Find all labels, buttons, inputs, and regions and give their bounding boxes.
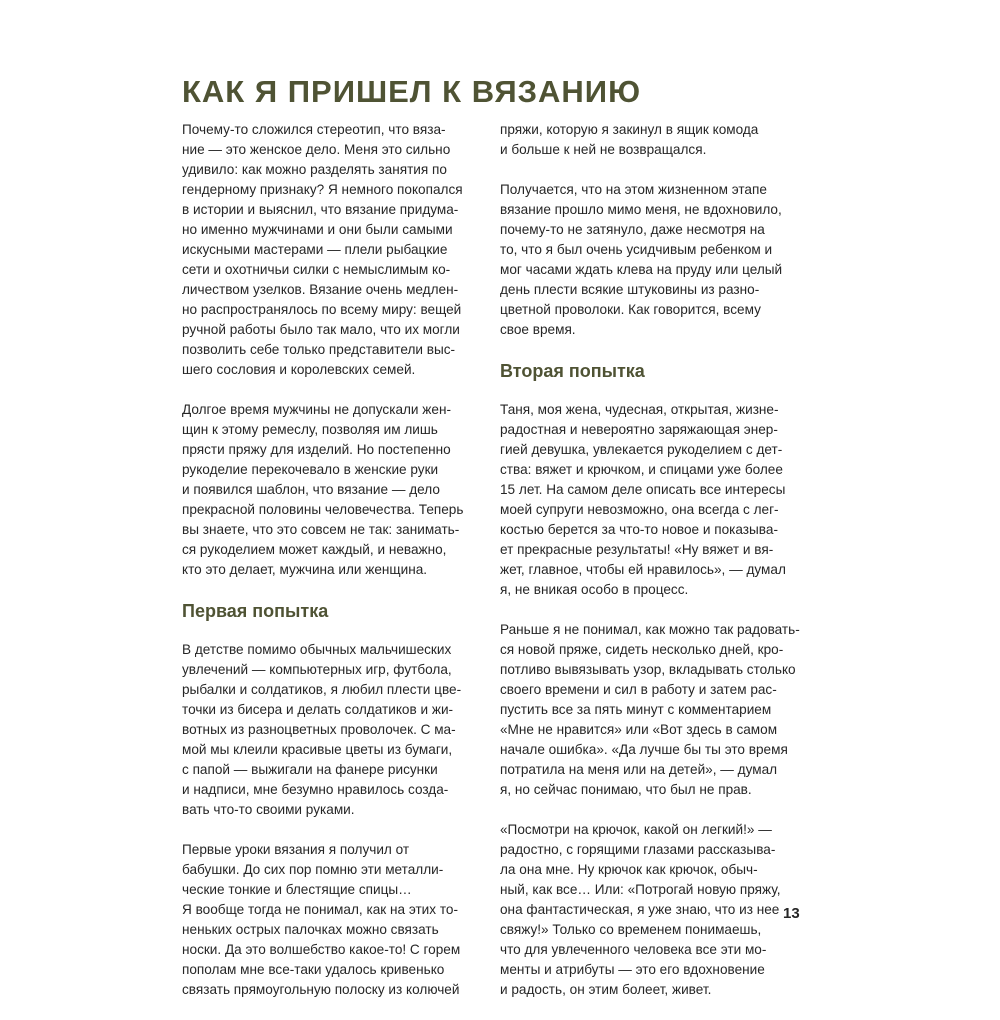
- paragraph: [182, 120, 482, 380]
- text-line: кто это делает, мужчина или женщина.: [182, 562, 428, 577]
- text-line: с папой — выжигали на фанере рисунки: [182, 762, 438, 777]
- text-line: жет, главное, чтобы ей нравилось», — думал: [500, 562, 786, 577]
- text-line: связать прямоугольную полоску из колючей: [182, 982, 460, 997]
- text-line: начале ошибка». «Да лучше бы ты это время: [500, 742, 788, 757]
- text-line: что для увлеченного человека все эти мо-: [500, 942, 767, 957]
- text-line: день плести всякие штуковины из разно-: [500, 282, 760, 297]
- paragraph: [182, 640, 482, 820]
- text-line: гендерному признаку? Я немного покопался: [182, 182, 463, 197]
- paragraph: [500, 620, 800, 800]
- text-line: Таня, моя жена, чудесная, открытая, жизне-: [500, 402, 779, 417]
- left-column: [182, 120, 482, 1020]
- text-line: шего сословия и королевских семей.: [182, 362, 416, 377]
- text-line: потратила на меня или на детей», — думал: [500, 762, 778, 777]
- text-line: рыбалки и солдатиков, я любил плести цве-: [182, 682, 462, 697]
- text-line: искусными мастерами — плели рыбацкие: [182, 242, 448, 257]
- paragraph: [500, 180, 800, 340]
- text-line: мог часами ждать клева на пруду или целый: [500, 262, 783, 277]
- text-line: неньких острых палочках можно связать: [182, 922, 439, 937]
- text-line: носки. Да это волшебство какое-то! С горем: [182, 942, 461, 957]
- text-line: потливо вывязывать узор, вкладывать столько: [500, 662, 796, 677]
- text-line: ние — это женское дело. Меня это сильно: [182, 142, 451, 157]
- text-line: и больше к ней не возвращался.: [500, 142, 707, 157]
- text-line: Раньше я не понимал, как можно так радовать-: [500, 622, 800, 637]
- text-line: пряжи, которую я закинул в ящик комода: [500, 122, 759, 137]
- text-line: увлечений — компьютерных игр, футбола,: [182, 662, 452, 677]
- text-line: свяжу!» Только со временем понимаешь,: [500, 922, 762, 937]
- paragraph: [182, 400, 482, 580]
- paragraph: [182, 840, 482, 1000]
- text-line: и радость, он этим болеет, живет.: [500, 982, 712, 997]
- text-line: сети и охотничьи силки с немыслимым ко-: [182, 262, 451, 277]
- text-line: «Посмотри на крючок, какой он легкий!» —: [500, 822, 772, 837]
- text-line: точки из бисера и делать солдатиков и жи-: [182, 702, 454, 717]
- text-line: Я вообще тогда не понимал, как на этих то-: [182, 902, 459, 917]
- text-line: в истории и выяснил, что вязание придума-: [182, 202, 459, 217]
- text-line: бабушки. До сих пор помню эти металли-: [182, 862, 444, 877]
- paragraph: [500, 820, 800, 1000]
- paragraph: [500, 400, 800, 600]
- text-line: цветной проволоки. Как говорится, всему: [500, 302, 761, 317]
- text-line: мой мы клеили красивые цветы из бумаги,: [182, 742, 453, 757]
- text-line: радостно, с горящими глазами рассказыва-: [500, 842, 776, 857]
- text-line: она фантастическая, я уже знаю, что из нее: [500, 902, 780, 917]
- text-line: Первые уроки вязания я получил от: [182, 842, 410, 857]
- text-line: но распространялось по всему миру: вещей: [182, 302, 462, 317]
- text-line: Почему-то сложился стереотип, что вяза-: [182, 122, 446, 137]
- text-line: Долгое время мужчины не допускали жен-: [182, 402, 451, 417]
- text-line: вязание прошло мимо меня, не вдохновило,: [500, 202, 782, 217]
- section-heading-first-attempt: Первая попытка: [182, 601, 329, 621]
- text-line: пустить все за пять минут с комментарием: [500, 702, 772, 717]
- page-title: КАК Я ПРИШЕЛ К ВЯЗАНИЮ: [182, 74, 642, 109]
- text-line: щин к этому ремеслу, позволяя им лишь: [182, 422, 438, 437]
- text-line: ный, как все… Или: «Потрогай новую пряжу,: [500, 882, 781, 897]
- text-line: почему-то не затянуло, даже несмотря на: [500, 222, 765, 237]
- text-line: вы знаете, что это совсем не так: занимать-: [182, 522, 460, 537]
- paragraph: [500, 120, 800, 160]
- text-line: прясти пряжу для изделий. Но постепенно: [182, 442, 451, 457]
- text-line: рукоделие перекочевало в женские руки: [182, 462, 439, 477]
- text-line: вать что-то своими руками.: [182, 802, 355, 817]
- text-line: моей супруги невозможно, она всегда с лег-: [500, 502, 779, 517]
- text-line: ся новой пряже, сидеть несколько дней, кро-: [500, 642, 784, 657]
- text-line: ства: вяжет и крючком, и спицами уже более: [500, 462, 783, 477]
- text-line: своего времени и сил в работу и затем рас-: [500, 682, 777, 697]
- text-line: менты и атрибуты — это его вдохновение: [500, 962, 765, 977]
- text-line: удивило: как можно разделять занятия по: [182, 162, 447, 177]
- text-line: 15 лет. На самом деле описать все интересы: [500, 482, 786, 497]
- text-line: я, не вникая особо в процесс.: [500, 582, 689, 597]
- section-heading-second-attempt: Вторая попытка: [500, 361, 645, 381]
- text-line: вотных из разноцветных проволочек. С ма-: [182, 722, 456, 737]
- text-line: свое время.: [500, 322, 576, 337]
- text-line: но именно мужчинами и они были самыми: [182, 222, 453, 237]
- page-number: 13: [783, 905, 800, 922]
- text-line: личеством узелков. Вязание очень медлен-: [182, 282, 459, 297]
- text-line: костью берется за что-то новое и показыва-: [500, 522, 778, 537]
- text-line: В детстве помимо обычных мальчишеских: [182, 642, 452, 657]
- text-line: ет прекрасные результаты! «Ну вяжет и вя-: [500, 542, 774, 557]
- text-line: я, но сейчас понимаю, что был не прав.: [500, 782, 752, 797]
- text-line: пополам мне все-таки удалось кривенько: [182, 962, 445, 977]
- text-line: ла она мне. Ну крючок как крючок, обыч-: [500, 862, 758, 877]
- text-line: ческие тонкие и блестящие спицы…: [182, 882, 412, 897]
- text-line: позволить себе только представители выс-: [182, 342, 456, 357]
- right-column: [500, 120, 800, 1020]
- text-line: прекрасной половины человечества. Теперь: [182, 502, 464, 517]
- text-line: то, что я был очень усидчивым ребенком и: [500, 242, 773, 257]
- text-line: ся рукоделием может каждый, и неважно,: [182, 542, 447, 557]
- text-line: ручной работы было так мало, что их могли: [182, 322, 460, 337]
- text-line: гией девушка, увлекается рукоделием с дет-: [500, 442, 783, 457]
- text-line: Получается, что на этом жизненном этапе: [500, 182, 767, 197]
- text-line: и надписи, мне безумно нравилось созда-: [182, 782, 449, 797]
- text-line: и появился шаблон, что вязание — дело: [182, 482, 440, 497]
- text-line: радостная и невероятно заряжающая энер-: [500, 422, 778, 437]
- text-line: «Мне не нравится» или «Вот здесь в самом: [500, 722, 778, 737]
